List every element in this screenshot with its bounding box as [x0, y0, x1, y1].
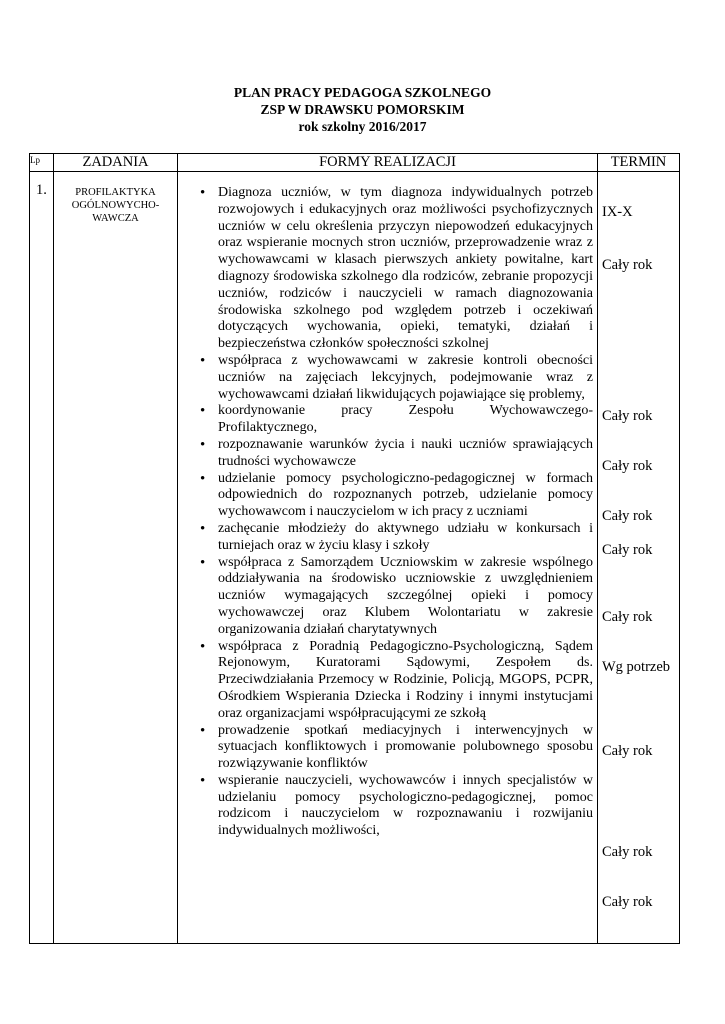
forms-cell [178, 172, 598, 944]
plan-table [29, 153, 680, 944]
list-item: • współpraca z Poradnią Pedagogiczno-Psychologiczną, Sądem Rejonowym, Kuratorami Sądowymi, Zespołem ds. Przeciwdziałania Przemocy w Rodzinie, Policją, MGOPS, PCPR, Ośrodkiem Wspierania Dziecka i Rodziny i innymi instytucjami oraz organizacjami współpracującymi ze szkołą [218, 639, 593, 723]
term-value: Cały rok [602, 844, 653, 860]
list-item: • współpraca z Samorządem Uczniowskim w zakresie wspólnego oddziaływania na środowisko uczniowskie z uwzględnieniem uczniów wymagających szczególnej opieki i pomocy wychowawczej oraz Klubem Wolontariatu w zakresie organizowania działań charytatywnych [218, 555, 593, 639]
term-value: Cały rok [602, 542, 653, 558]
table-row [30, 172, 680, 944]
list-item: • koordynowanie pracy Zespołu Wychowawczego-Profilaktycznego, [218, 403, 593, 437]
term-value: Cały rok [602, 508, 653, 524]
task-name [54, 172, 178, 944]
term-value: Wg potrzeb [602, 659, 671, 675]
term-value: Cały rok [602, 458, 653, 474]
header-tasks: ZADANIA [54, 154, 178, 172]
header-lp: Lp [30, 154, 54, 172]
term-value: Cały rok [602, 257, 653, 273]
row-number: 1. [30, 172, 54, 944]
title-line-3: rok szkolny 2016/2017 [298, 119, 427, 134]
document-title [0, 84, 725, 135]
list-item: • rozpoznawanie warunków życia i nauki uczniów sprawiających trudności wychowawcze [218, 437, 593, 471]
title-line-2: ZSP W DRAWSKU POMORSKIM [260, 102, 465, 117]
list-item: • Diagnoza uczniów, w tym diagnoza indywidualnych potrzeb rozwojowych i edukacyjnych oraz możliwości psychofizycznych uczniów w celu określenia przyczyn niepowodzeń edukacyjnych oraz wspieranie mocnych stron uczniów, przeprowadzenie wraz z wychowawcami w klasach pierwszych ankiety powitalne, kart diagnozy środowiska szkolnego dla rodziców, zebranie propozycji uczniów, rodziców i nauczycieli w ramach diagnozowania środowiska szkolnego pod względem potrzeb i oczekiwań dotyczących wychowania, opieki, tematyki, działań i bezpieczeństwa członków społeczności szkolnej [218, 185, 593, 353]
forms-list [182, 185, 593, 840]
task-line: WAWCZA [92, 213, 139, 224]
term-value: IX-X [602, 204, 633, 220]
term-value: Cały rok [602, 408, 653, 424]
list-item: • prowadzenie spotkań mediacyjnych i interwencyjnych w sytuacjach konfliktowych i promowanie polubownego sposobu rozwiązywanie konfliktów [218, 723, 593, 773]
list-item: • współpraca z wychowawcami w zakresie kontroli obecności uczniów na zajęciach lekcyjnych, podejmowanie wraz z wychowawcami działań likwidujących pojawiające się problemy, [218, 353, 593, 403]
term-value: Cały rok [602, 743, 653, 759]
header-row [30, 154, 680, 172]
task-line: OGÓLNOWYCHO- [71, 200, 160, 211]
term-value: Cały rok [602, 609, 653, 625]
list-item: • udzielanie pomocy psychologiczno-pedagogicznej w formach odpowiednich do rozpoznanych potrzeb, udzielanie pomocy wychowawcom i nauczycielom w ich pracy z uczniami [218, 471, 593, 521]
list-item: • wspieranie nauczycieli, wychowawców i innych specjalistów w udzielaniu pomocy psychologiczno-pedagogicznej, pomoc rodzicom i nauczycielom w rozpoznawaniu i rozwijaniu indywidualnych możliwości, [218, 773, 593, 840]
term-value: Cały rok [602, 894, 653, 910]
header-term: TERMIN [598, 154, 680, 172]
task-line: PROFILAKTYKA [75, 187, 156, 198]
list-item: • zachęcanie młodzieży do aktywnego udziału w konkursach i turniejach oraz w życiu klasy i szkoły [218, 521, 593, 555]
header-forms: FORMY REALIZACJI [178, 154, 598, 172]
term-cell [598, 172, 680, 944]
title-line-1: PLAN PRACY PEDAGOGA SZKOLNEGO [233, 85, 492, 100]
